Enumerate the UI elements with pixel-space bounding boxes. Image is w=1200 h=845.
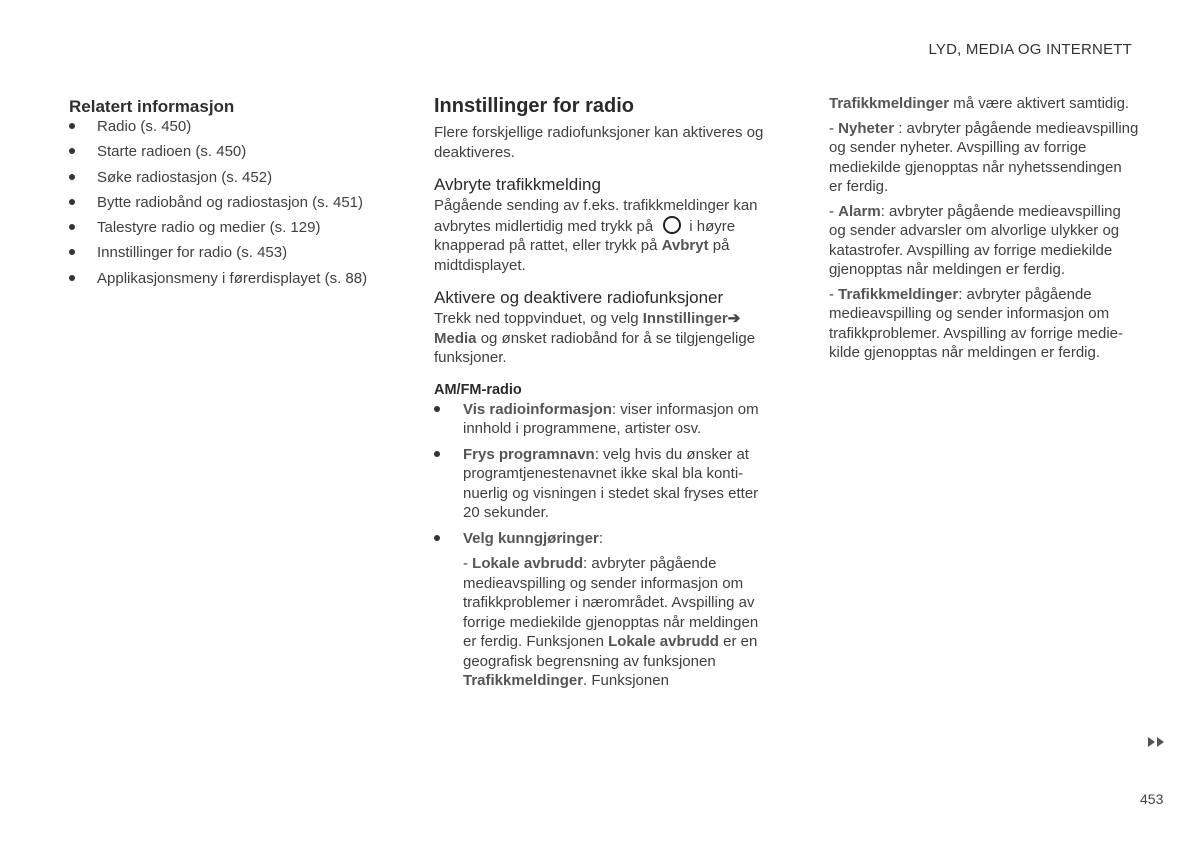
media-menu-label: Media	[434, 329, 477, 347]
alarm-paragraph: - Alarm: avbryter pågående medieavspilling og sender advarsler om alvorlige ulykker og katastrofer. Avspilling av forrige mediekilde gjenopptas når meldingen er ferdig.	[829, 202, 1121, 278]
news-paragraph: - Nyheter : avbryter pågående medieavspilling og sender nyheter. Avspilling av forrige mediekilde gjenopptas når nyhetssendingen er ferdig.	[829, 119, 1139, 195]
activate-paragraph: Trekk ned toppvinduet, og velg Innstillinger➔ Media og ønsket radiobånd for å se tilgjengelige funksjoner.	[434, 310, 756, 366]
continuation-paragraph: Trafikkmeldinger må være aktivert samtidig.	[829, 95, 1130, 112]
circle-button-icon	[663, 216, 681, 234]
page-number: 453	[1140, 791, 1164, 807]
bullet-icon	[69, 224, 75, 230]
related-link[interactable]: Radio (s. 450)	[69, 117, 389, 137]
settings-column	[434, 94, 774, 697]
bullet-icon	[434, 451, 440, 457]
list-item: Vis radioinformasjon: viser informasjon om innhold i programmene, artister osv.	[434, 400, 774, 439]
related-info-heading: Relatert informasjon	[69, 97, 235, 116]
interrupt-heading: Avbryte trafikkmelding	[434, 175, 601, 194]
list-item: Velg kunngjøringer: - Lokale avbrudd: avbryter pågående medieavspilling og sender informasjon om trafikkproblemer i nærområdet. Avspilling av forrige mediekilde gjenopptas når meldingen er ferdig. Funksjonen Lokale avbrudd er en geografisk begrensning av funksjonen Trafikkmeldinger. Funksjonen	[434, 529, 774, 691]
bullet-icon	[69, 275, 75, 281]
list-item: Frys programnavn: velg hvis du ønsker at programtjenestenavnet ikke skal bla kontinuerlig og visningen i stedet skal fryses etter 20 sekunder.	[434, 445, 774, 523]
amfm-list	[434, 400, 774, 691]
related-link[interactable]: Søke radiostasjon (s. 452)	[69, 168, 389, 188]
related-link[interactable]: Applikasjonsmeny i førerdisplayet (s. 88)	[69, 269, 389, 289]
related-info-list	[69, 117, 389, 288]
related-link[interactable]: Starte radioen (s. 450)	[69, 142, 389, 162]
bullet-icon	[434, 535, 440, 541]
section-intro: Flere forskjellige radiofunksjoner kan aktiveres og deaktiveres.	[434, 124, 764, 161]
bullet-icon	[69, 123, 75, 129]
interrupt-paragraph: Pågående sending av f.eks. trafikkmeldinger kan avbrytes midlertidig med trykk på i høyre knapperad på rattet, eller trykk på Avbryt på midtdisplayet.	[434, 197, 758, 274]
avbryt-label: Avbryt	[661, 237, 709, 254]
bullet-icon	[69, 249, 75, 255]
related-link[interactable]: Bytte radiobånd og radiostasjon (s. 451)	[69, 193, 389, 213]
related-info-column	[69, 94, 389, 294]
traffic-paragraph: - Trafikkmeldinger: avbryter pågående medieavspilling og sender informasjon om trafikkproblemer. Avspilling av forrige mediekilde gjenopptas når meldingen er ferdig.	[829, 285, 1124, 361]
related-link[interactable]: Innstillinger for radio (s. 453)	[69, 243, 389, 263]
bullet-icon	[69, 199, 75, 205]
double-chevron-right-icon[interactable]	[1147, 735, 1167, 749]
bullet-icon	[69, 174, 75, 180]
settings-menu-label: Innstillinger	[642, 310, 728, 327]
bullet-icon	[69, 148, 75, 154]
section-title: Innstillinger for radio	[434, 95, 635, 117]
related-link[interactable]: Talestyre radio og medier (s. 129)	[69, 218, 389, 238]
activate-heading: Aktivere og deaktivere radiofunksjoner	[434, 288, 724, 307]
local-interrupt-paragraph: - Lokale avbrudd: avbryter pågående medieavspilling og sender informasjon om trafikkproblemer i nærområdet. Avspilling av forrige mediekilde gjenopptas når meldingen er ferdig. Funksjonen Lokale avbrudd er en geografisk begrensning av funksjonen Trafikkmeldinger. Funksjonen	[463, 555, 759, 689]
bullet-icon	[434, 406, 440, 412]
continuation-column	[829, 94, 1139, 368]
chapter-header: LYD, MEDIA OG INTERNETT	[928, 41, 1132, 58]
amfm-heading: AM/FM-radio	[434, 381, 522, 398]
arrow-right-icon: ➔	[727, 310, 741, 327]
